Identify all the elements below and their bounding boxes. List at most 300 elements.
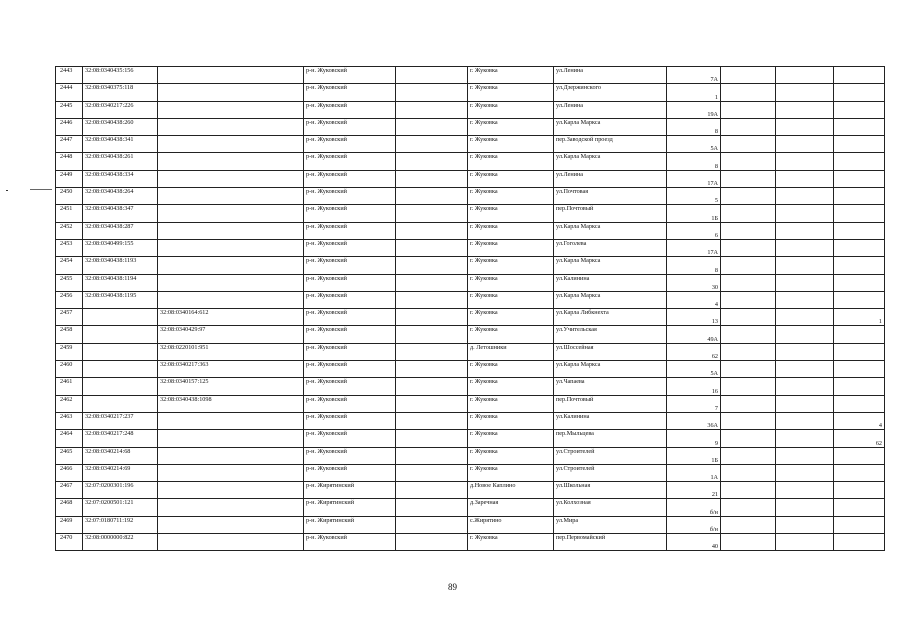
extra-cell xyxy=(721,516,776,533)
extra-cell xyxy=(834,239,885,256)
street-cell: ул.Карла Маркса xyxy=(554,118,667,135)
extra-cell xyxy=(776,499,834,516)
cadastral-number-cell xyxy=(83,378,158,395)
district-cell: р-н. Жирятинский xyxy=(304,482,396,499)
street-cell: ул.Учительская xyxy=(554,326,667,343)
blank-cell xyxy=(396,239,468,256)
row-number-cell: 2457 xyxy=(56,309,83,326)
street-cell: ул.Калинина xyxy=(554,412,667,429)
row-number-cell: 2470 xyxy=(56,534,83,551)
street-cell: пер.Заводской проезд xyxy=(554,136,667,153)
cadastral-number-cell: 32:08:0340438:1195 xyxy=(83,291,158,308)
table-row xyxy=(56,67,885,84)
row-number-cell: 2444 xyxy=(56,84,83,101)
table-row xyxy=(56,343,885,360)
cadastral-number-alt-cell xyxy=(158,412,304,429)
house-number-cell: 62 xyxy=(667,343,721,360)
extra-cell xyxy=(776,343,834,360)
blank-cell xyxy=(396,291,468,308)
blank-cell xyxy=(396,188,468,205)
row-number-cell: 2465 xyxy=(56,447,83,464)
blank-cell xyxy=(396,205,468,222)
district-cell: р-н. Жуковский xyxy=(304,222,396,239)
extra-cell xyxy=(721,430,776,447)
table-row xyxy=(56,430,885,447)
cadastral-number-cell: 32:08:0340217:237 xyxy=(83,412,158,429)
house-number-cell: 9 xyxy=(667,430,721,447)
extra-cell xyxy=(834,170,885,187)
cadastral-number-alt-cell xyxy=(158,188,304,205)
cadastral-number-alt-cell xyxy=(158,101,304,118)
house-number-cell: 36А xyxy=(667,412,721,429)
extra-cell xyxy=(721,378,776,395)
row-number-cell: 2464 xyxy=(56,430,83,447)
blank-cell xyxy=(396,412,468,429)
extra-cell xyxy=(721,534,776,551)
extra-cell xyxy=(776,395,834,412)
extra-cell xyxy=(834,378,885,395)
locality-cell: г. Жуковка xyxy=(468,430,554,447)
district-cell: р-н. Жуковский xyxy=(304,257,396,274)
blank-cell xyxy=(396,257,468,274)
row-number-cell: 2469 xyxy=(56,516,83,533)
row-number-cell: 2458 xyxy=(56,326,83,343)
extra-cell: 62 xyxy=(834,430,885,447)
table-row xyxy=(56,326,885,343)
district-cell: р-н. Жуковский xyxy=(304,136,396,153)
district-cell: р-н. Жуковский xyxy=(304,84,396,101)
extra-cell xyxy=(721,101,776,118)
extra-cell xyxy=(776,291,834,308)
street-cell: ул.Карла Маркса xyxy=(554,257,667,274)
house-number-cell: 5 xyxy=(667,188,721,205)
locality-cell: г. Жуковка xyxy=(468,361,554,378)
row-number-cell: 2449 xyxy=(56,170,83,187)
street-cell: ул.Почтовая xyxy=(554,188,667,205)
street-cell: пер.Почтовый xyxy=(554,395,667,412)
extra-cell xyxy=(776,430,834,447)
table-row xyxy=(56,84,885,101)
locality-cell: г. Жуковка xyxy=(468,136,554,153)
street-cell: пер.Мыльцева xyxy=(554,430,667,447)
cadastral-number-cell: 32:08:0340438:1193 xyxy=(83,257,158,274)
locality-cell: г. Жуковка xyxy=(468,153,554,170)
district-cell: р-н. Жуковский xyxy=(304,67,396,84)
house-number-cell: 7 xyxy=(667,395,721,412)
cadastral-number-cell: 32:08:0340438:341 xyxy=(83,136,158,153)
street-cell: ул.Карла Маркса xyxy=(554,361,667,378)
table-row xyxy=(56,291,885,308)
extra-cell xyxy=(721,482,776,499)
cadastral-number-cell: 32:08:0340438:264 xyxy=(83,188,158,205)
cadastral-number-cell: 32:08:0340438:260 xyxy=(83,118,158,135)
extra-cell xyxy=(721,67,776,84)
locality-cell: г. Жуковка xyxy=(468,412,554,429)
street-cell: ул.Колхозная xyxy=(554,499,667,516)
extra-cell xyxy=(721,291,776,308)
cadastral-number-cell: 32:07:0180711:192 xyxy=(83,516,158,533)
table-row xyxy=(56,516,885,533)
extra-cell xyxy=(721,205,776,222)
row-number-cell: 2451 xyxy=(56,205,83,222)
row-number-cell: 2460 xyxy=(56,361,83,378)
extra-cell xyxy=(834,205,885,222)
cadastral-number-cell: 32:08:0340438:261 xyxy=(83,153,158,170)
row-number-cell: 2462 xyxy=(56,395,83,412)
cadastral-number-alt-cell xyxy=(158,274,304,291)
cadastral-number-alt-cell: 32:08:0220101:951 xyxy=(158,343,304,360)
locality-cell: г. Жуковка xyxy=(468,395,554,412)
locality-cell: г. Жуковка xyxy=(468,118,554,135)
cadastral-number-alt-cell: 32:08:0340164:612 xyxy=(158,309,304,326)
street-cell: пер.Первомайский xyxy=(554,534,667,551)
table-row xyxy=(56,239,885,256)
blank-cell xyxy=(396,84,468,101)
district-cell: р-н. Жуковский xyxy=(304,430,396,447)
cadastral-number-alt-cell xyxy=(158,447,304,464)
table-row xyxy=(56,170,885,187)
row-number-cell: 2447 xyxy=(56,136,83,153)
extra-cell xyxy=(776,361,834,378)
table-row xyxy=(56,361,885,378)
extra-cell xyxy=(834,67,885,84)
row-number-cell: 2455 xyxy=(56,274,83,291)
extra-cell xyxy=(776,326,834,343)
extra-cell xyxy=(721,361,776,378)
house-number-cell: 1 xyxy=(667,84,721,101)
locality-cell: г. Жуковка xyxy=(468,222,554,239)
locality-cell: г. Жуковка xyxy=(468,67,554,84)
extra-cell xyxy=(776,118,834,135)
house-number-cell: 5А xyxy=(667,136,721,153)
locality-cell: г. Жуковка xyxy=(468,447,554,464)
extra-cell xyxy=(721,309,776,326)
row-number-cell: 2461 xyxy=(56,378,83,395)
row-number-cell: 2446 xyxy=(56,118,83,135)
locality-cell: г. Жуковка xyxy=(468,534,554,551)
extra-cell xyxy=(834,343,885,360)
cadastral-number-alt-cell xyxy=(158,430,304,447)
table-row xyxy=(56,136,885,153)
extra-cell xyxy=(776,67,834,84)
row-number-cell: 2454 xyxy=(56,257,83,274)
locality-cell: г. Жуковка xyxy=(468,309,554,326)
scan-mark xyxy=(6,190,8,191)
extra-cell xyxy=(721,153,776,170)
table-row xyxy=(56,499,885,516)
scan-mark xyxy=(30,189,52,190)
row-number-cell: 2459 xyxy=(56,343,83,360)
extra-cell xyxy=(721,499,776,516)
cadastral-number-cell xyxy=(83,361,158,378)
blank-cell xyxy=(396,534,468,551)
extra-cell xyxy=(721,188,776,205)
district-cell: р-н. Жуковский xyxy=(304,395,396,412)
blank-cell xyxy=(396,482,468,499)
district-cell: р-н. Жуковский xyxy=(304,326,396,343)
house-number-cell: 49А xyxy=(667,326,721,343)
house-number-cell: 1Б xyxy=(667,447,721,464)
extra-cell xyxy=(834,395,885,412)
blank-cell xyxy=(396,309,468,326)
extra-cell xyxy=(834,222,885,239)
cadastral-number-alt-cell xyxy=(158,170,304,187)
extra-cell xyxy=(834,482,885,499)
extra-cell xyxy=(776,516,834,533)
cadastral-number-cell: 32:08:0340217:226 xyxy=(83,101,158,118)
cadastral-number-alt-cell: 32:08:0340429:97 xyxy=(158,326,304,343)
blank-cell xyxy=(396,136,468,153)
table-row xyxy=(56,222,885,239)
table-row xyxy=(56,395,885,412)
cadastral-number-alt-cell xyxy=(158,84,304,101)
locality-cell: г. Жуковка xyxy=(468,257,554,274)
extra-cell xyxy=(776,222,834,239)
row-number-cell: 2466 xyxy=(56,464,83,481)
extra-cell xyxy=(776,136,834,153)
street-cell: ул.Чапаева xyxy=(554,378,667,395)
cadastral-number-cell: 32:08:0340217:248 xyxy=(83,430,158,447)
extra-cell xyxy=(776,153,834,170)
table-row xyxy=(56,309,885,326)
district-cell: р-н. Жуковский xyxy=(304,188,396,205)
locality-cell: г. Жуковка xyxy=(468,274,554,291)
blank-cell xyxy=(396,101,468,118)
street-cell: ул.Калинина xyxy=(554,274,667,291)
extra-cell xyxy=(776,205,834,222)
extra-cell xyxy=(721,136,776,153)
house-number-cell: 1Б xyxy=(667,205,721,222)
blank-cell xyxy=(396,274,468,291)
district-cell: р-н. Жуковский xyxy=(304,274,396,291)
extra-cell xyxy=(834,326,885,343)
extra-cell xyxy=(776,101,834,118)
cadastral-number-alt-cell xyxy=(158,534,304,551)
street-cell: ул.Мира xyxy=(554,516,667,533)
row-number-cell: 2443 xyxy=(56,67,83,84)
cadastral-number-cell: 32:08:0340499:155 xyxy=(83,239,158,256)
row-number-cell: 2445 xyxy=(56,101,83,118)
extra-cell: 1 xyxy=(834,309,885,326)
table-row xyxy=(56,274,885,291)
locality-cell: г. Жуковка xyxy=(468,101,554,118)
cadastral-number-alt-cell xyxy=(158,153,304,170)
locality-cell: г. Жуковка xyxy=(468,378,554,395)
cadastral-number-alt-cell xyxy=(158,257,304,274)
district-cell: р-н. Жуковский xyxy=(304,534,396,551)
house-number-cell: 40 xyxy=(667,534,721,551)
cadastral-number-cell: 32:08:0340214:68 xyxy=(83,447,158,464)
extra-cell xyxy=(834,464,885,481)
street-cell: ул.Ленина xyxy=(554,101,667,118)
house-number-cell: 6 xyxy=(667,222,721,239)
blank-cell xyxy=(396,395,468,412)
locality-cell: с.Жирятино xyxy=(468,516,554,533)
extra-cell xyxy=(721,170,776,187)
extra-cell xyxy=(776,188,834,205)
house-number-cell: 8 xyxy=(667,257,721,274)
cadastral-number-alt-cell xyxy=(158,516,304,533)
district-cell: р-н. Жуковский xyxy=(304,101,396,118)
locality-cell: г. Жуковка xyxy=(468,170,554,187)
district-cell: р-н. Жуковский xyxy=(304,239,396,256)
street-cell: ул.Школьная xyxy=(554,482,667,499)
extra-cell xyxy=(776,84,834,101)
district-cell: р-н. Жуковский xyxy=(304,291,396,308)
district-cell: р-н. Жуковский xyxy=(304,447,396,464)
extra-cell xyxy=(776,309,834,326)
row-number-cell: 2456 xyxy=(56,291,83,308)
cadastral-number-alt-cell: 32:08:0340217:363 xyxy=(158,361,304,378)
district-cell: р-н. Жуковский xyxy=(304,309,396,326)
table-row xyxy=(56,118,885,135)
row-number-cell: 2448 xyxy=(56,153,83,170)
cadastral-number-alt-cell xyxy=(158,464,304,481)
cadastral-number-alt-cell xyxy=(158,222,304,239)
cadastral-number-cell: 32:08:0340438:334 xyxy=(83,170,158,187)
row-number-cell: 2467 xyxy=(56,482,83,499)
house-number-cell: б/н xyxy=(667,499,721,516)
district-cell: р-н. Жуковский xyxy=(304,153,396,170)
street-cell: ул.Ленина xyxy=(554,67,667,84)
cadastral-number-cell xyxy=(83,343,158,360)
blank-cell xyxy=(396,222,468,239)
extra-cell xyxy=(834,274,885,291)
cadastral-number-alt-cell xyxy=(158,291,304,308)
extra-cell xyxy=(834,257,885,274)
extra-cell xyxy=(776,482,834,499)
locality-cell: г. Жуковка xyxy=(468,291,554,308)
extra-cell xyxy=(834,101,885,118)
house-number-cell: 7А xyxy=(667,67,721,84)
table-row xyxy=(56,482,885,499)
extra-cell xyxy=(776,412,834,429)
extra-cell xyxy=(834,118,885,135)
house-number-cell: 21 xyxy=(667,482,721,499)
table-row xyxy=(56,153,885,170)
cadastral-number-cell: 32:08:0340375:118 xyxy=(83,84,158,101)
locality-cell: г. Жуковка xyxy=(468,84,554,101)
house-number-cell: 19А xyxy=(667,101,721,118)
page-number: 89 xyxy=(448,582,457,592)
cadastral-number-cell: 32:08:0340438:287 xyxy=(83,222,158,239)
house-number-cell: 8 xyxy=(667,153,721,170)
blank-cell xyxy=(396,170,468,187)
house-number-cell: 4 xyxy=(667,291,721,308)
cadastral-number-cell: 32:08:0340438:347 xyxy=(83,205,158,222)
blank-cell xyxy=(396,516,468,533)
extra-cell xyxy=(834,291,885,308)
cadastral-number-alt-cell xyxy=(158,205,304,222)
row-number-cell: 2463 xyxy=(56,412,83,429)
district-cell: р-н. Жуковский xyxy=(304,378,396,395)
locality-cell: г. Жуковка xyxy=(468,464,554,481)
blank-cell xyxy=(396,447,468,464)
blank-cell xyxy=(396,378,468,395)
locality-cell: г. Жуковка xyxy=(468,326,554,343)
house-number-cell: 17А xyxy=(667,239,721,256)
street-cell: ул.Строителей xyxy=(554,447,667,464)
extra-cell xyxy=(721,84,776,101)
street-cell: ул.Строителей xyxy=(554,464,667,481)
blank-cell xyxy=(396,361,468,378)
cadastral-number-alt-cell: 32:08:0340438:1098 xyxy=(158,395,304,412)
table-row xyxy=(56,464,885,481)
cadastral-number-alt-cell xyxy=(158,118,304,135)
extra-cell xyxy=(721,222,776,239)
locality-cell: д. Летошники xyxy=(468,343,554,360)
extra-cell xyxy=(776,447,834,464)
street-cell: ул.Карла Либкнехта xyxy=(554,309,667,326)
locality-cell: г. Жуковка xyxy=(468,188,554,205)
locality-cell: д.Новое Каплино xyxy=(468,482,554,499)
cadastral-number-alt-cell: 32:08:0340157:125 xyxy=(158,378,304,395)
row-number-cell: 2450 xyxy=(56,188,83,205)
blank-cell xyxy=(396,430,468,447)
table-body xyxy=(56,67,885,551)
cadastral-number-cell xyxy=(83,309,158,326)
blank-cell xyxy=(396,67,468,84)
extra-cell xyxy=(834,84,885,101)
extra-cell xyxy=(721,447,776,464)
row-number-cell: 2452 xyxy=(56,222,83,239)
cadastral-number-alt-cell xyxy=(158,499,304,516)
house-number-cell: 16 xyxy=(667,378,721,395)
blank-cell xyxy=(396,153,468,170)
extra-cell xyxy=(721,343,776,360)
district-cell: р-н. Жуковский xyxy=(304,343,396,360)
street-cell: ул.Карла Маркса xyxy=(554,222,667,239)
extra-cell xyxy=(721,395,776,412)
cadastral-number-cell: 32:08:0340438:1194 xyxy=(83,274,158,291)
records-table xyxy=(55,66,885,551)
street-cell: ул.Карла Маркса xyxy=(554,153,667,170)
extra-cell xyxy=(776,274,834,291)
locality-cell: д.Заречная xyxy=(468,499,554,516)
extra-cell xyxy=(776,170,834,187)
street-cell: ул.Дзержинского xyxy=(554,84,667,101)
cadastral-number-cell xyxy=(83,395,158,412)
table-row xyxy=(56,188,885,205)
extra-cell xyxy=(721,118,776,135)
extra-cell xyxy=(776,534,834,551)
locality-cell: г. Жуковка xyxy=(468,239,554,256)
house-number-cell: 1А xyxy=(667,464,721,481)
extra-cell xyxy=(834,361,885,378)
table-row xyxy=(56,534,885,551)
extra-cell xyxy=(834,499,885,516)
district-cell: р-н. Жуковский xyxy=(304,205,396,222)
cadastral-number-cell: 32:08:0000000:822 xyxy=(83,534,158,551)
extra-cell xyxy=(776,378,834,395)
locality-cell: г. Жуковка xyxy=(468,205,554,222)
street-cell: ул.Шоссейная xyxy=(554,343,667,360)
house-number-cell: 13 xyxy=(667,309,721,326)
extra-cell xyxy=(721,239,776,256)
extra-cell xyxy=(776,257,834,274)
blank-cell xyxy=(396,464,468,481)
cadastral-number-alt-cell xyxy=(158,67,304,84)
cadastral-number-alt-cell xyxy=(158,239,304,256)
house-number-cell: 30 xyxy=(667,274,721,291)
extra-cell xyxy=(721,274,776,291)
district-cell: р-н. Жуковский xyxy=(304,464,396,481)
house-number-cell: б/н xyxy=(667,516,721,533)
district-cell: р-н. Жуковский xyxy=(304,412,396,429)
table-row xyxy=(56,412,885,429)
house-number-cell: 5А xyxy=(667,361,721,378)
extra-cell xyxy=(834,136,885,153)
